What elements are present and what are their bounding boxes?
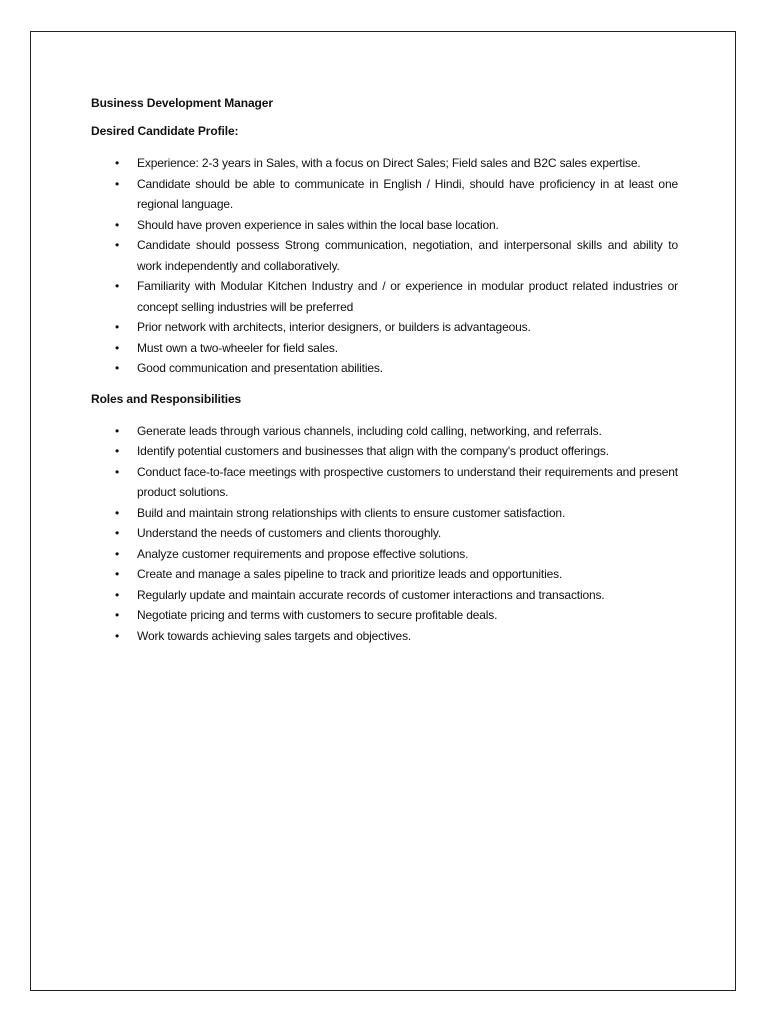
list-item xyxy=(91,235,678,276)
list-item-text: Experience: 2-3 years in Sales, with a focus on Direct Sales; Field sales and B2C sales expertise. xyxy=(137,156,641,170)
list-item-text: Candidate should be able to communicate in English / Hindi, should have proficiency in at least one regional language. xyxy=(137,176,678,211)
roles-list xyxy=(91,421,678,647)
document-content xyxy=(91,95,678,646)
list-item-text: Should have proven experience in sales within the local base location. xyxy=(137,217,499,232)
bullet-icon: • xyxy=(115,505,120,520)
profile-list xyxy=(91,153,678,379)
bullet-icon: • xyxy=(115,608,120,622)
list-item xyxy=(91,462,678,503)
list-item-text: Build and maintain strong relationships with clients to ensure customer satisfaction. xyxy=(137,505,566,520)
list-item xyxy=(91,626,678,647)
list-item-text: Familiarity with Modular Kitchen Industry and / or experience in modular product related industries or concept selling industries will be preferred xyxy=(137,279,678,314)
list-item xyxy=(91,421,678,442)
list-item xyxy=(91,153,678,174)
list-item-text: Good communication and presentation abilities. xyxy=(137,361,383,375)
profile-heading: Desired Candidate Profile: xyxy=(91,124,239,138)
bullet-icon: • xyxy=(115,320,120,334)
list-item xyxy=(91,585,678,606)
bullet-icon: • xyxy=(115,217,120,232)
list-item-text: Prior network with architects, interior designers, or builders is advantageous. xyxy=(137,320,531,334)
list-item xyxy=(91,174,678,215)
roles-heading: Roles and Responsibilities xyxy=(91,391,242,406)
list-item-text: Identify potential customers and businesses that align with the company's product offerings. xyxy=(137,444,609,458)
job-title: Business Development Manager xyxy=(91,96,273,110)
list-item xyxy=(91,338,678,359)
bullet-icon: • xyxy=(115,423,120,438)
list-item xyxy=(91,358,678,379)
bullet-icon: • xyxy=(115,567,120,581)
bullet-icon: • xyxy=(115,176,120,191)
list-item xyxy=(91,605,678,626)
list-item xyxy=(91,564,678,585)
list-item xyxy=(91,215,678,236)
bullet-icon: • xyxy=(115,628,120,643)
list-item-text: Analyze customer requirements and propose effective solutions. xyxy=(137,546,469,561)
list-item xyxy=(91,503,678,524)
list-item-text: Understand the needs of customers and clients thoroughly. xyxy=(137,526,442,540)
bullet-icon: • xyxy=(115,444,120,458)
list-item-text: Conduct face-to-face meetings with prospective customers to understand their requirements and present product solutions. xyxy=(137,464,678,499)
list-item-text: Regularly update and maintain accurate records of customer interactions and transactions. xyxy=(137,587,605,602)
bullet-icon: • xyxy=(115,279,120,293)
list-item-text: Candidate should possess Strong communication, negotiation, and interpersonal skills and ability to work independently and collaboratively. xyxy=(137,238,678,273)
list-item-text: Work towards achieving sales targets and objectives. xyxy=(137,628,412,643)
list-item xyxy=(91,317,678,338)
document-page xyxy=(30,31,736,991)
list-item-text: Negotiate pricing and terms with customers to secure profitable deals. xyxy=(137,608,498,622)
bullet-icon: • xyxy=(115,526,120,540)
bullet-icon: • xyxy=(115,340,120,355)
list-item-text: Must own a two-wheeler for field sales. xyxy=(137,340,338,355)
bullet-icon: • xyxy=(115,361,120,375)
list-item-text: Generate leads through various channels, including cold calling, networking, and referrals. xyxy=(137,423,602,438)
list-item xyxy=(91,276,678,317)
list-item xyxy=(91,441,678,462)
bullet-icon: • xyxy=(115,156,120,170)
bullet-icon: • xyxy=(115,546,120,561)
bullet-icon: • xyxy=(115,587,120,602)
list-item xyxy=(91,544,678,565)
list-item xyxy=(91,523,678,544)
bullet-icon: • xyxy=(115,238,120,252)
list-item-text: Create and manage a sales pipeline to track and prioritize leads and opportunities. xyxy=(137,567,563,581)
bullet-icon: • xyxy=(115,464,120,479)
